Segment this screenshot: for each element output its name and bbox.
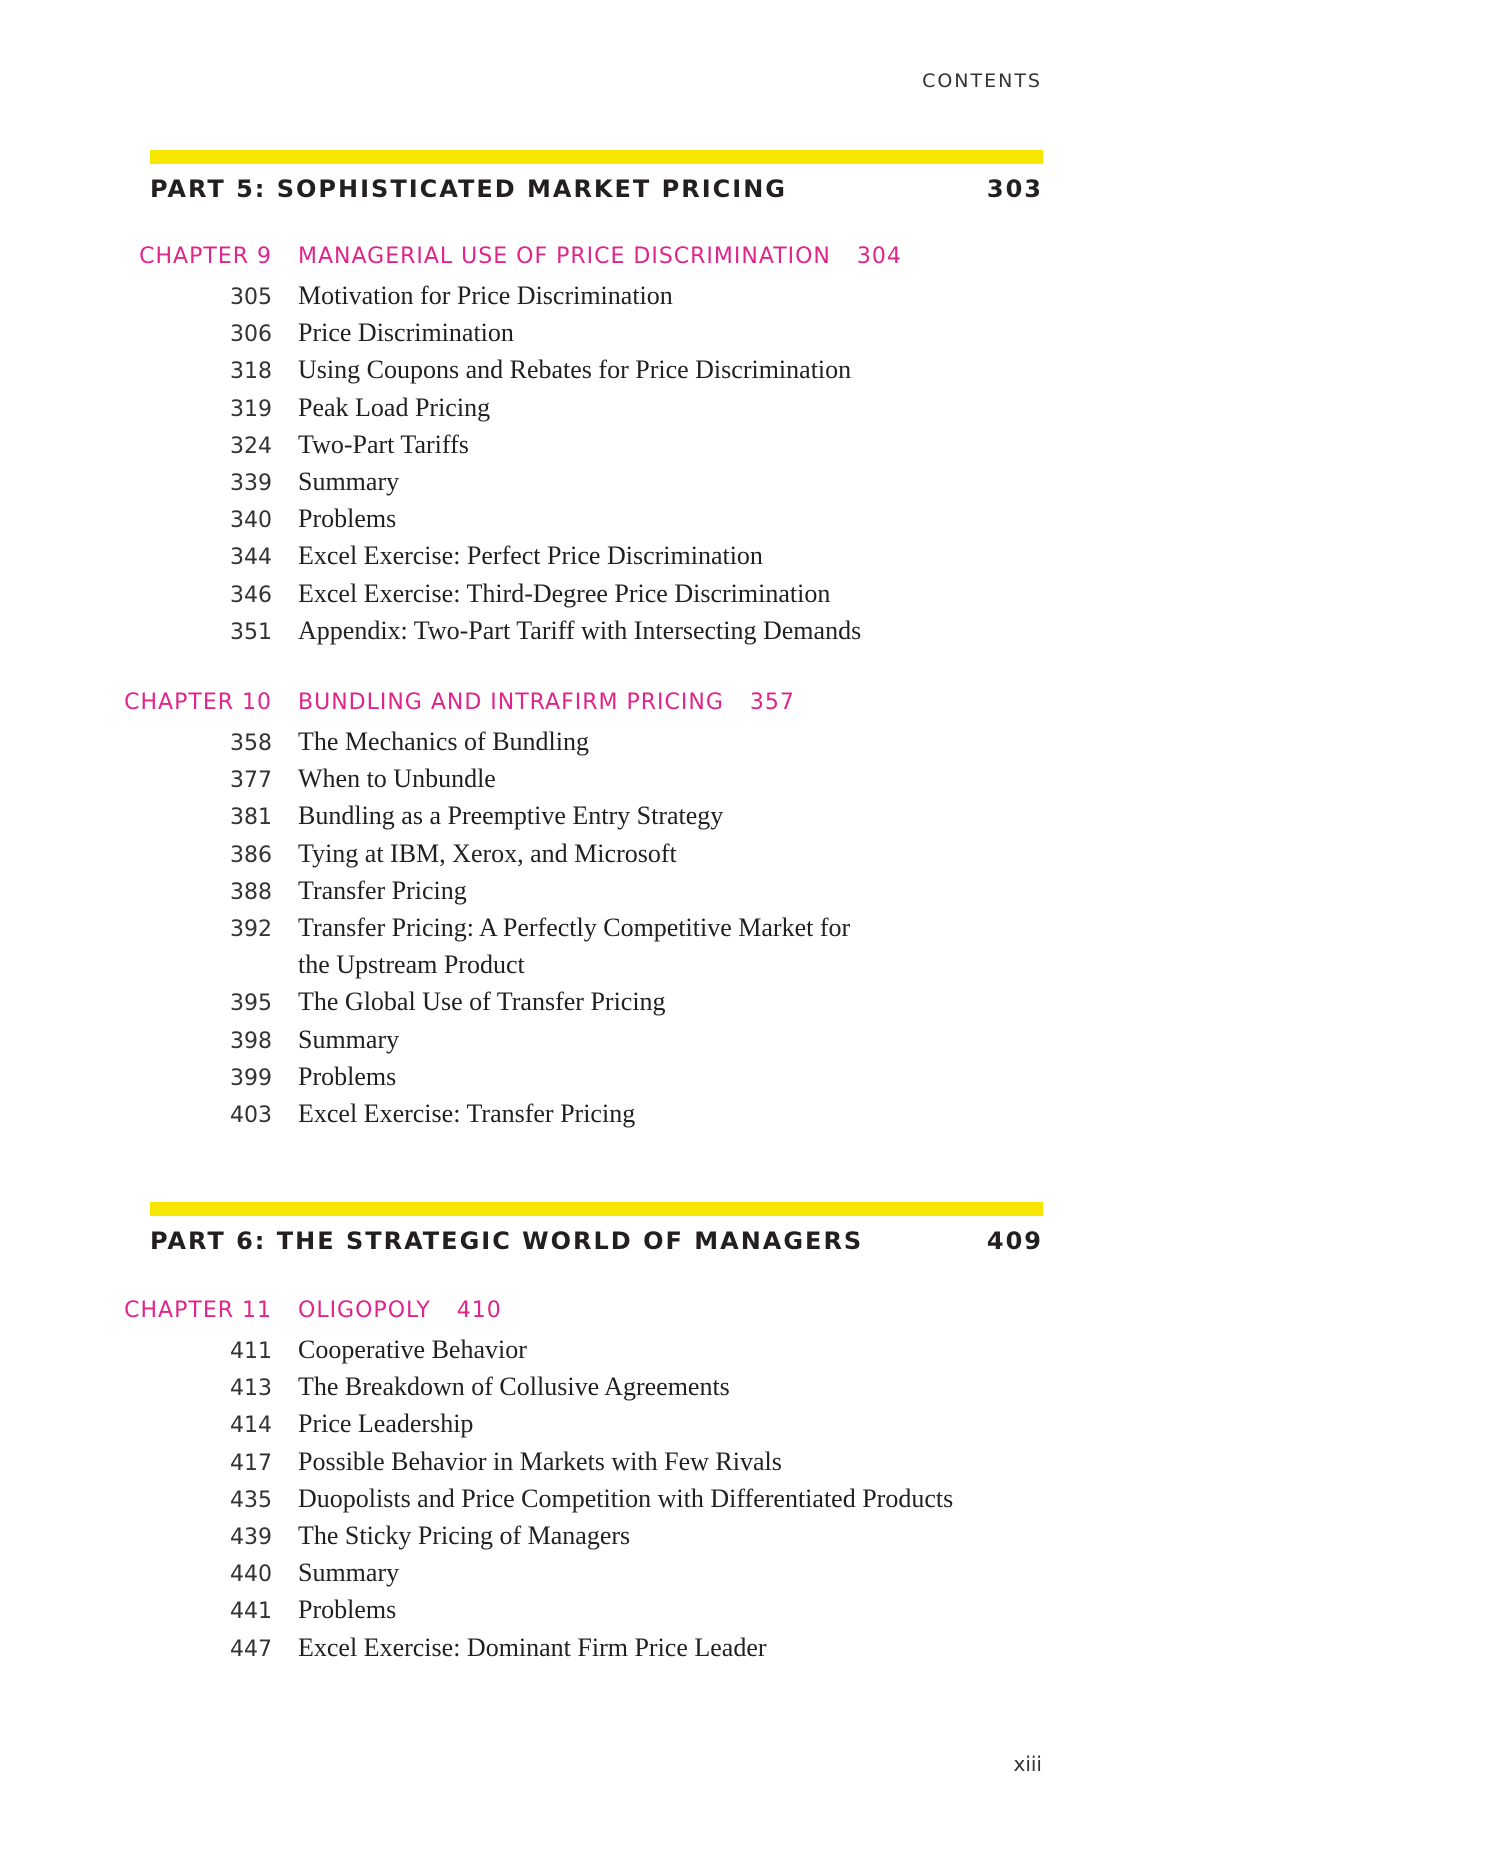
part-page: 303 bbox=[986, 175, 1043, 203]
chapter-10 bbox=[0, 690, 1100, 1136]
toc-entry bbox=[0, 727, 1100, 764]
toc-entry bbox=[0, 876, 1100, 913]
entry-title: Problems bbox=[298, 1061, 397, 1091]
part-title: PART 5: SOPHISTICATED MARKET PRICING bbox=[150, 175, 787, 203]
part-rule bbox=[150, 150, 1043, 164]
chapter-label: CHAPTER 10 bbox=[124, 690, 272, 715]
entry-page: 447 bbox=[230, 1636, 272, 1662]
chapter-11 bbox=[0, 1298, 1100, 1670]
entry-title: Motivation for Price Discrimination bbox=[298, 281, 673, 310]
toc-entry bbox=[0, 1062, 1100, 1099]
entry-title: Problems bbox=[298, 1595, 397, 1625]
toc-entry bbox=[0, 579, 1100, 616]
entry-page: 358 bbox=[230, 731, 272, 756]
toc-entry bbox=[0, 987, 1100, 1024]
entry-title: Transfer Pricing bbox=[298, 875, 467, 905]
entry-title: Summary bbox=[298, 466, 400, 496]
part-title: PART 6: THE STRATEGIC WORLD OF MANAGERS bbox=[150, 1227, 864, 1255]
entry-page: 344 bbox=[230, 545, 272, 571]
entry-title: When to Unbundle bbox=[298, 764, 496, 794]
toc-entry bbox=[0, 393, 1100, 430]
toc-entry bbox=[0, 1595, 1100, 1632]
entry-page: 306 bbox=[230, 322, 272, 348]
entry-page: 305 bbox=[230, 285, 272, 310]
toc-entry bbox=[0, 1558, 1100, 1595]
page-number: xiii bbox=[1013, 1752, 1042, 1776]
entry-page: 413 bbox=[230, 1376, 272, 1402]
entry-title: Problems bbox=[298, 504, 397, 534]
entry-title: Excel Exercise: Third-Degree Price Discrimination bbox=[298, 578, 831, 608]
toc-entry bbox=[0, 1633, 1100, 1670]
entry-title: Summary bbox=[298, 1024, 400, 1054]
chapter-title: BUNDLING AND INTRAFIRM PRICING bbox=[298, 690, 724, 715]
chapter-page: 304 bbox=[856, 244, 902, 269]
running-head: CONTENTS bbox=[922, 70, 1042, 92]
entry-title: Excel Exercise: Transfer Pricing bbox=[298, 1098, 636, 1128]
toc-entry bbox=[0, 616, 1100, 653]
toc-entry bbox=[0, 1372, 1100, 1409]
toc-entry bbox=[0, 1484, 1100, 1521]
part-page: 409 bbox=[986, 1227, 1043, 1255]
entry-page: 388 bbox=[230, 879, 272, 905]
chapter-label: CHAPTER 11 bbox=[124, 1298, 272, 1323]
entry-title: The Global Use of Transfer Pricing bbox=[298, 987, 666, 1017]
part-5-header bbox=[150, 150, 1043, 203]
entry-page: 411 bbox=[230, 1339, 272, 1364]
toc-entry-continuation bbox=[0, 950, 1100, 987]
toc-entry bbox=[0, 764, 1100, 801]
entry-page: 398 bbox=[230, 1028, 272, 1054]
toc-entry bbox=[0, 1099, 1100, 1136]
toc-entry bbox=[0, 913, 1100, 950]
entry-title: Using Coupons and Rebates for Price Discrimination bbox=[298, 355, 852, 385]
chapter-title: MANAGERIAL USE OF PRICE DISCRIMINATION bbox=[298, 244, 831, 269]
entry-page: 403 bbox=[230, 1102, 272, 1128]
entry-title: The Sticky Pricing of Managers bbox=[298, 1520, 631, 1550]
toc-entry bbox=[0, 541, 1100, 578]
chapter-heading bbox=[0, 244, 1100, 281]
entry-title-continuation: the Upstream Product bbox=[298, 950, 525, 980]
toc-entry bbox=[0, 467, 1100, 504]
entry-page: 399 bbox=[230, 1065, 272, 1091]
toc-entry bbox=[0, 504, 1100, 541]
toc-entry bbox=[0, 1521, 1100, 1558]
entry-page: 339 bbox=[230, 470, 272, 496]
chapter-heading bbox=[0, 690, 1100, 727]
entry-title: Transfer Pricing: A Perfectly Competitive Market for bbox=[298, 912, 851, 942]
entry-title: Tying at IBM, Xerox, and Microsoft bbox=[298, 838, 677, 868]
part-rule bbox=[150, 1202, 1043, 1216]
toc-entry bbox=[0, 801, 1100, 838]
toc-entry bbox=[0, 1447, 1100, 1484]
entry-page: 414 bbox=[230, 1413, 272, 1439]
chapter-9 bbox=[0, 244, 1100, 653]
entry-page: 377 bbox=[230, 768, 272, 794]
entry-title: Summary bbox=[298, 1558, 400, 1588]
entry-title: Excel Exercise: Dominant Firm Price Leader bbox=[298, 1632, 767, 1662]
entry-page: 392 bbox=[230, 916, 272, 942]
entry-page: 319 bbox=[230, 396, 272, 422]
entry-title: Two-Part Tariffs bbox=[298, 429, 469, 459]
entry-page: 435 bbox=[230, 1487, 272, 1513]
toc-entry bbox=[0, 839, 1100, 876]
entry-title: Bundling as a Preemptive Entry Strategy bbox=[298, 801, 724, 831]
toc-entry bbox=[0, 1409, 1100, 1446]
toc-entry bbox=[0, 1025, 1100, 1062]
chapter-heading bbox=[0, 1298, 1100, 1335]
entry-page: 395 bbox=[230, 991, 272, 1017]
entry-title: The Mechanics of Bundling bbox=[298, 727, 589, 756]
chapter-label: CHAPTER 9 bbox=[139, 244, 272, 269]
toc-entry bbox=[0, 355, 1100, 392]
chapter-title: OLIGOPOLY bbox=[298, 1298, 431, 1323]
entry-title: Price Leadership bbox=[298, 1409, 474, 1439]
chapter-page: 357 bbox=[749, 690, 795, 715]
entry-page: 440 bbox=[230, 1562, 272, 1588]
entry-page: 381 bbox=[230, 805, 272, 831]
entry-title: Price Discrimination bbox=[298, 318, 514, 348]
entry-page: 441 bbox=[230, 1599, 272, 1625]
part-6-header bbox=[150, 1202, 1043, 1255]
toc-entry bbox=[0, 430, 1100, 467]
entry-page: 439 bbox=[230, 1524, 272, 1550]
entry-title: Appendix: Two-Part Tariff with Intersecting Demands bbox=[298, 615, 862, 645]
toc-entry bbox=[0, 318, 1100, 355]
entry-page: 340 bbox=[230, 508, 272, 534]
entry-title: Possible Behavior in Markets with Few Rivals bbox=[298, 1446, 782, 1476]
entry-page: 346 bbox=[230, 582, 272, 608]
toc-entry bbox=[0, 281, 1100, 318]
entry-page: 318 bbox=[230, 359, 272, 385]
entry-title: The Breakdown of Collusive Agreements bbox=[298, 1372, 730, 1402]
toc-entry bbox=[0, 1335, 1100, 1372]
entry-title: Excel Exercise: Perfect Price Discrimination bbox=[298, 541, 763, 571]
entry-page: 386 bbox=[230, 842, 272, 868]
entry-page: 324 bbox=[230, 433, 272, 459]
entry-title: Peak Load Pricing bbox=[298, 392, 491, 422]
entry-title: Duopolists and Price Competition with Differentiated Products bbox=[298, 1483, 954, 1513]
entry-page: 351 bbox=[230, 619, 272, 645]
entry-page: 417 bbox=[230, 1450, 272, 1476]
entry-title: Cooperative Behavior bbox=[298, 1335, 527, 1364]
chapter-page: 410 bbox=[456, 1298, 502, 1323]
